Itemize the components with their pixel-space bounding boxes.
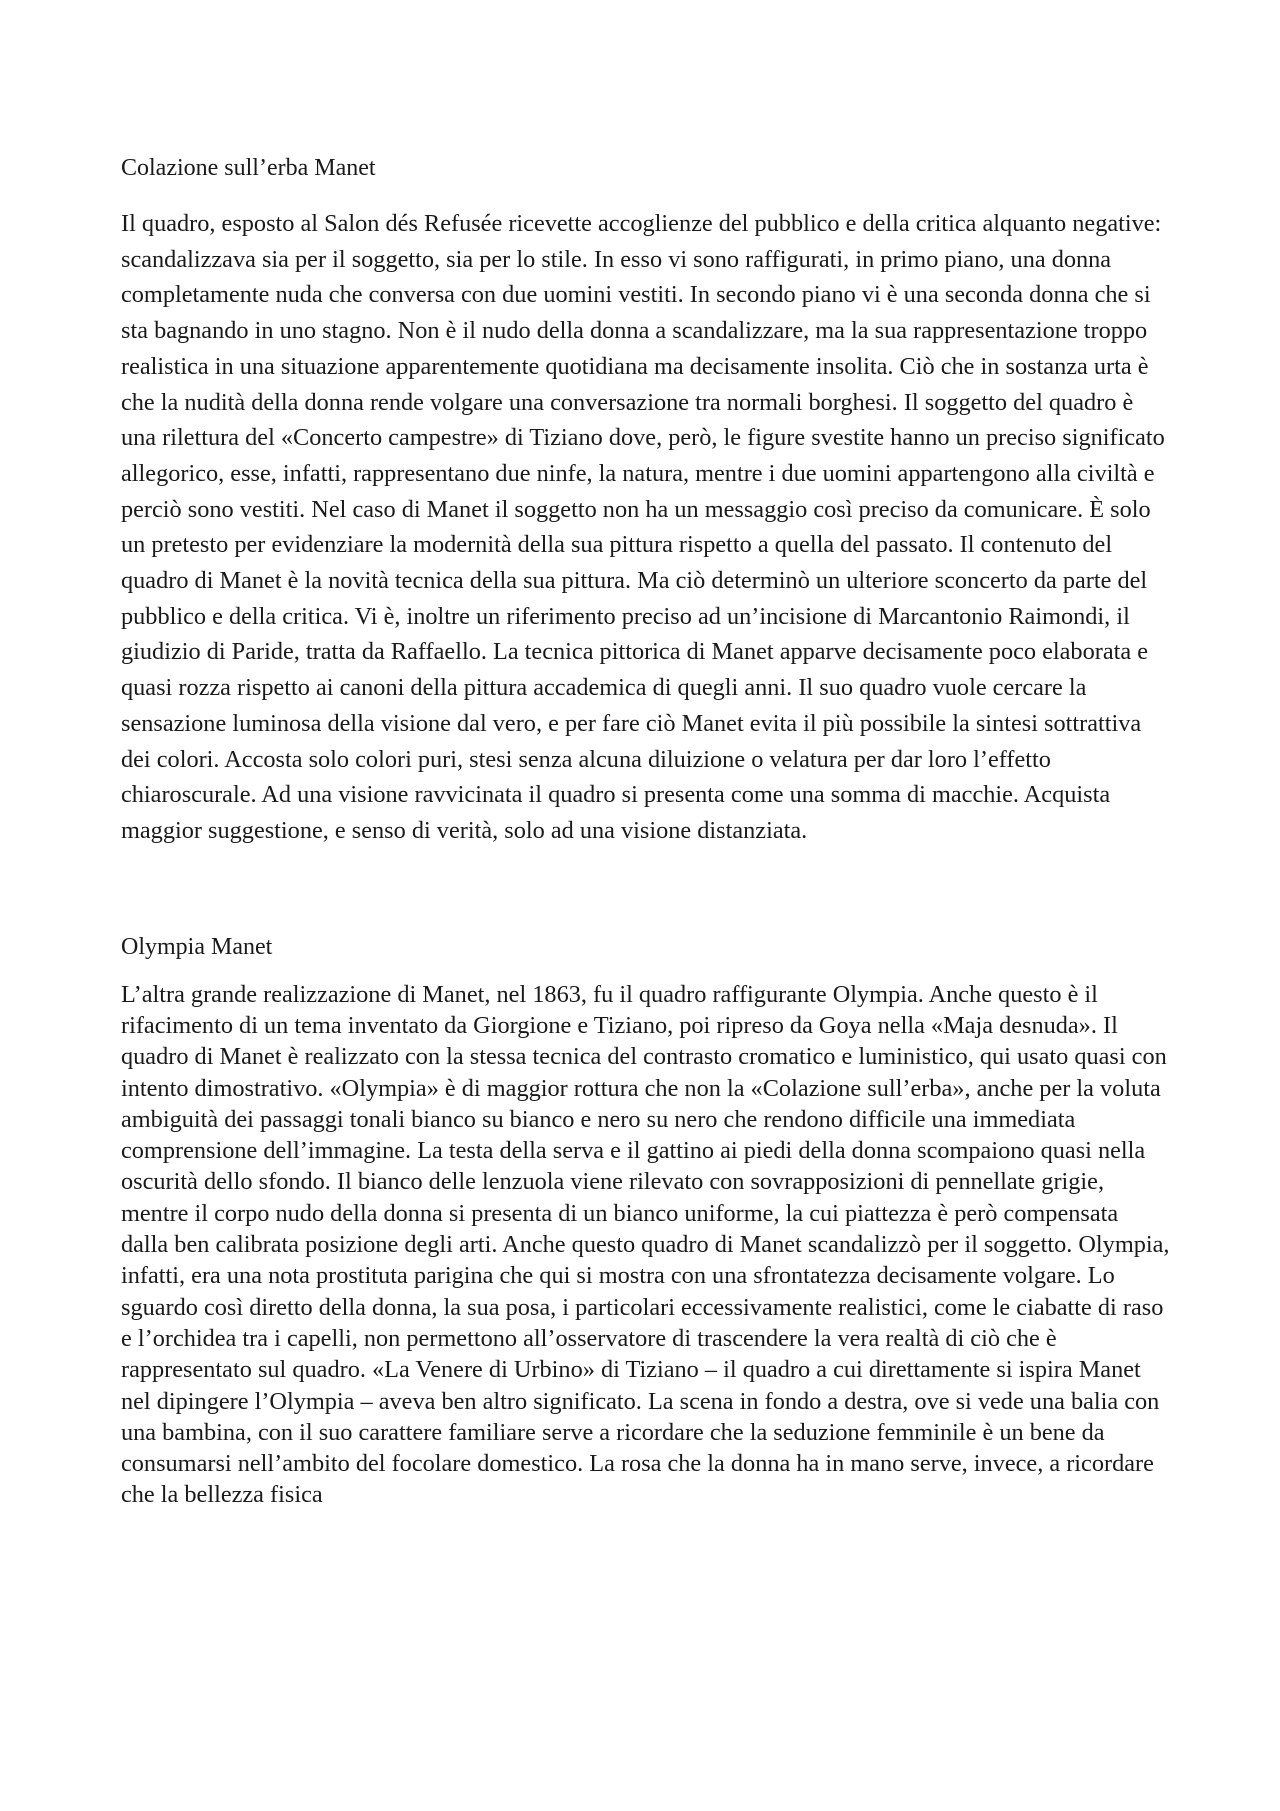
section-body-olympia: L’altra grande realizzazione di Manet, nel 1863, fu il quadro raffigurante Olympia. Anche questo è il rifacimento di un tema inventato da Giorgione e Tiziano, poi ripreso da Goya nella «Maja desnuda». Il quadro di Manet è realizzato con la stessa tecnica del contrasto cromatico e luministico, qui usato quasi con intento dimostrativo. «Olympia» è di maggior rottura che non la «Colazione sull’erba», anche per la voluta ambiguità dei passaggi tonali bianco su bianco e nero su nero che rendono difficile una immediata comprensione dell’immagine. La testa della serva e il gattino ai piedi della donna scompaiono quasi nella oscurità dello sfondo. Il bianco delle lenzuola viene rilevato con sovrapposizioni di pennellate grigie, mentre il corpo nudo della donna si presenta di un bianco uniforme, la cui piattezza è però compensata dalla ben calibrata posizione degli arti. Anche questo quadro di Manet scandalizzò per il soggetto. Olympia, infatti, era una nota prostituta parigina che qui si mostra con una sfrontatezza decisamente volgare. Lo sguardo così diretto della donna, la sua posa, i particolari eccessivamente realistici, come le ciabatte di raso e l’orchidea tra i capelli, non permettono all’osservatore di trascendere la vera realtà di ciò che è rappresentato sul quadro. «La Venere di Urbino» di Tiziano – il quadro a cui direttamente si ispira Manet nel dipingere l’Olympia – aveva ben altro significato. La scena in fondo a destra, ove si vede una balia con una bambina, con il suo carattere familiare serve a ricordare che la seduzione femminile è un bene da consumarsi nell’ambito del focolare domestico. La rosa che la donna ha in mano serve, invece, a ricordare che la bellezza fisica	[121, 980, 1170, 1509]
section-title-olympia: Olympia Manet	[121, 933, 273, 960]
section-body-colazione: Il quadro, esposto al Salon dés Refusée ricevette accoglienze del pubblico e della critica alquanto negative: scandalizzava sia per il soggetto, sia per lo stile. In esso vi sono raffigurati, in primo piano, una donna completamente nuda che conversa con due uomini vestiti. In secondo piano vi è una seconda donna che si sta bagnando in uno stagno. Non è il nudo della donna a scandalizzare, ma la sua rappresentazione troppo realistica in una situazione apparentemente quotidiana ma decisamente insolita. Ciò che in sostanza urta è che la nudità della donna rende volgare una conversazione tra normali borghesi. Il soggetto del quadro è una rilettura del «Concerto campestre» di Tiziano dove, però, le figure svestite hanno un preciso significato allegorico, esse, infatti, rappresentano due ninfe, la natura, mentre i due uomini appartengono alla civiltà e perciò sono vestiti. Nel caso di Manet il soggetto non ha un messaggio così preciso da comunicare. È solo un pretesto per evidenziare la modernità della sua pittura rispetto a quella del passato. Il contenuto del quadro di Manet è la novità tecnica della sua pittura. Ma ciò determinò un ulteriore sconcerto da parte del pubblico e della critica. Vi è, inoltre un riferimento preciso ad un’incisione di Marcantonio Raimondi, il giudizio di Paride, tratta da Raffaello. La tecnica pittorica di Manet apparve decisamente poco elaborata e quasi rozza rispetto ai canoni della pittura accademica di quegli anni. Il suo quadro vuole cercare la sensazione luminosa della visione dal vero, e per fare ciò Manet evita il più possibile la sintesi sottrattiva dei colori. Accosta solo colori puri, stesi senza alcuna diluizione o velatura per dar loro l’effetto chiaroscurale. Ad una visione ravvicinata il quadro si presenta come una somma di macchie. Acquista maggior suggestione, e senso di verità, solo ad una visione distanziata.	[121, 210, 1165, 844]
section-title-colazione: Colazione sull’erba Manet	[121, 155, 376, 181]
document-content	[121, 150, 1171, 1511]
